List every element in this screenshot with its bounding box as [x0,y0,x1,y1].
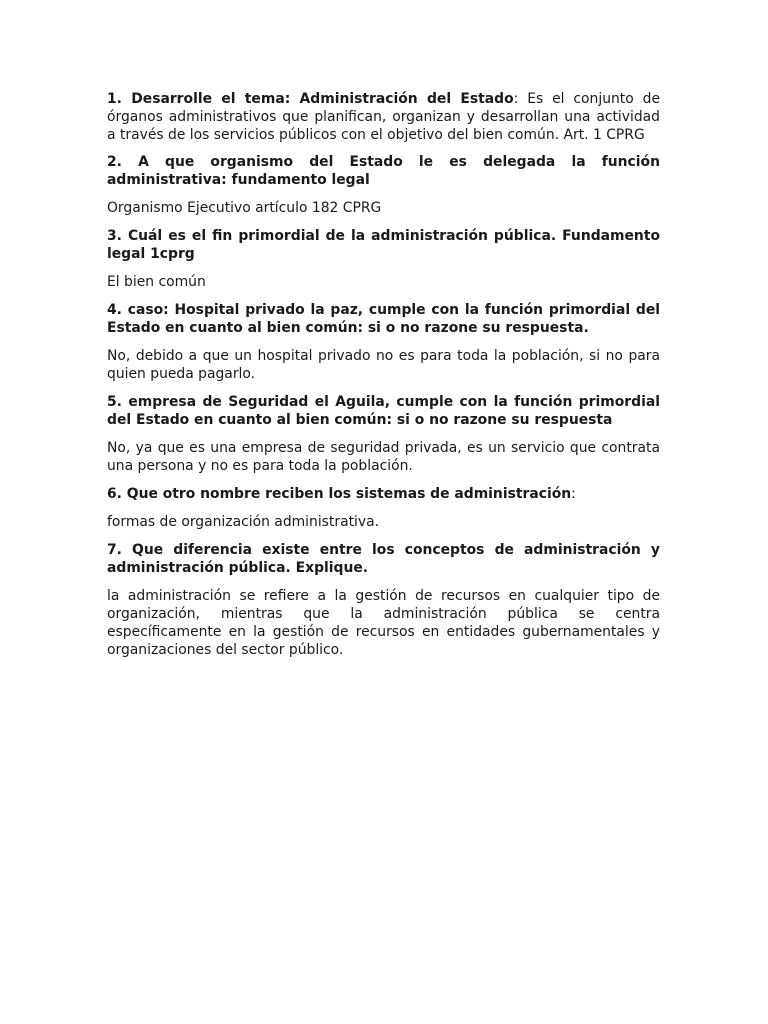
question-1-answer: : Es el conjunto de órganos administrativos que planifican, organizan y desarrollan una actividad a través de los servicios públicos con el objetivo del bien común. Art. 1 CPRG [107,91,660,143]
answer-2: Organismo Ejecutivo artículo 182 CPRG [107,200,382,216]
question-4: 4. caso: Hospital privado la paz, cumple con la función primordial del Estado en cuanto al bien común: si o no razone su respuesta. [107,302,660,336]
answer-4: No, debido a que un hospital privado no es para toda la población, si no para quien pueda pagarlo. [107,348,660,382]
answer-6: formas de organización administrativa. [107,514,380,530]
question-6-text: 6. Que otro nombre reciben los sistemas de administración [107,486,572,502]
question-5: 5. empresa de Seguridad el Aguila, cumple con la función primordial del Estado en cuanto al bien común: si o no razone su respuesta [107,394,660,428]
document-page [107,90,660,659]
question-6-suffix: : [571,486,576,502]
question-6 [107,485,660,503]
answer-3: El bien común [107,274,206,290]
question-3: 3. Cuál es el fin primordial de la administración pública. Fundamento legal 1cprg [107,228,660,262]
question-1-heading: 1. Desarrolle el tema: Administración del Estado [107,91,514,107]
question-7: 7. Que diferencia existe entre los conceptos de administración y administración pública. Explique. [107,542,660,576]
answer-5: No, ya que es una empresa de seguridad privada, es un servicio que contrata una persona y no es para toda la población. [107,440,660,474]
question-1 [107,90,660,144]
question-2: 2. A que organismo del Estado le es delegada la función administrativa: fundamento legal [107,154,660,188]
answer-7: la administración se refiere a la gestión de recursos en cualquier tipo de organización, mientras que la administración pública se centra específicamente en la gestión de recursos en entidades gubernamentales y organizaciones del sector público. [107,588,660,658]
